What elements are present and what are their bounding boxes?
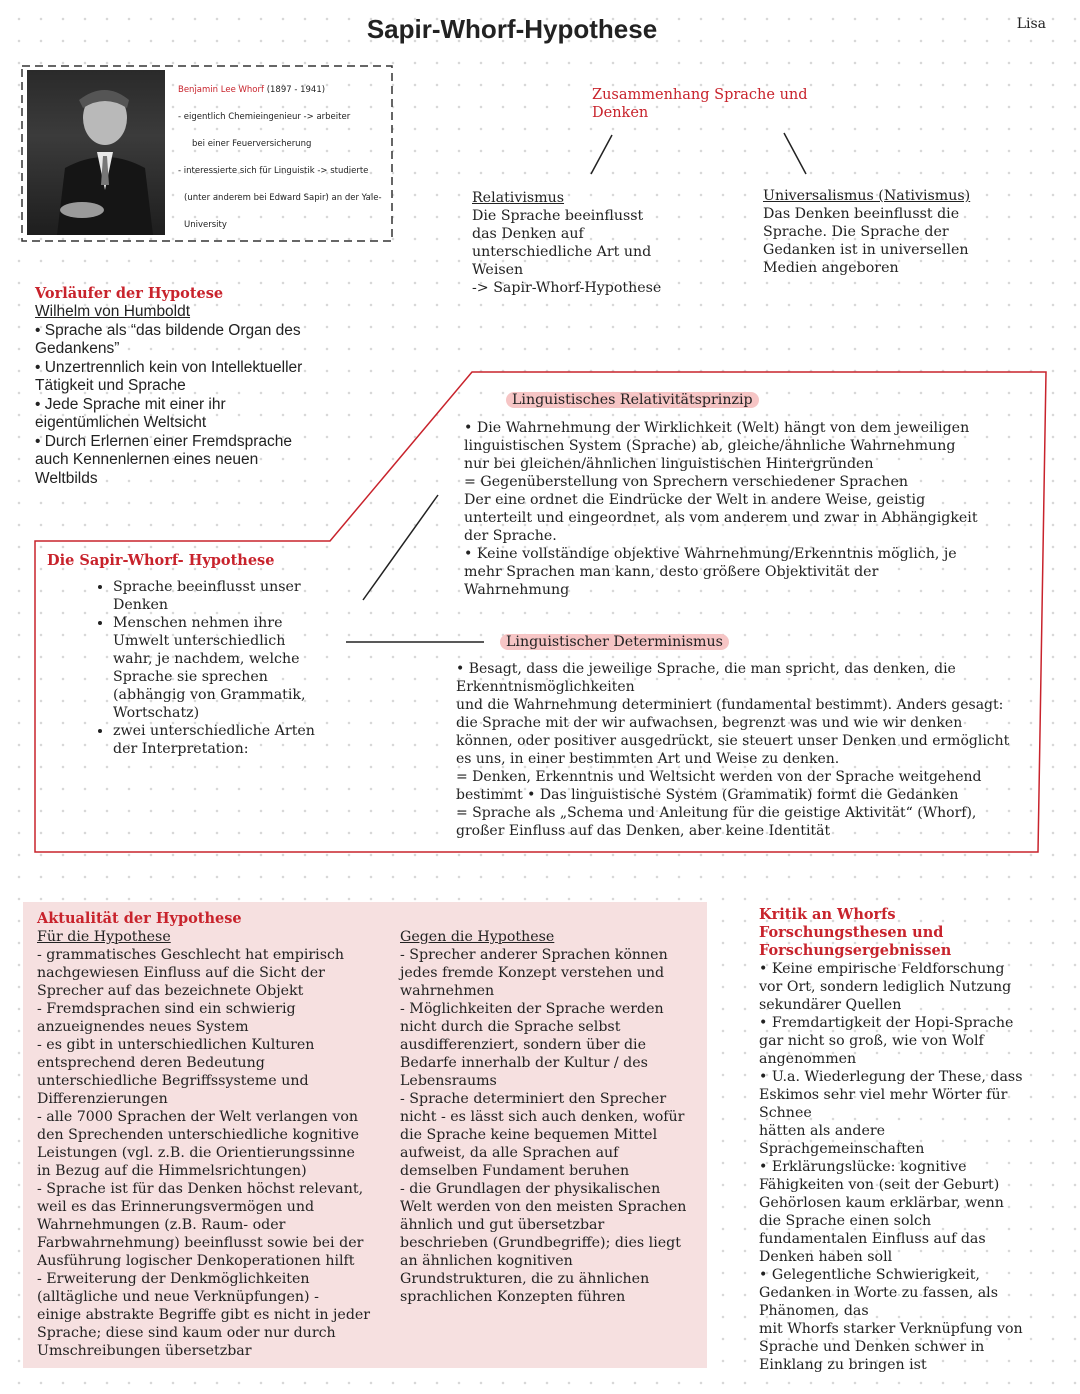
kritik-title-line: Forschungsergebnissen — [759, 942, 952, 959]
gegen-title: Gegen die Hypothese — [400, 929, 555, 945]
portrait-line: - eigentlich Chemieingenieur -> arbeiter — [178, 112, 351, 122]
kritik-line: Phänomen, das — [759, 1303, 869, 1319]
relativitaet-line: • Keine vollständige objektive Wahrnehmung/Erkenntnis möglich, je — [464, 546, 957, 562]
kritik-line: Fähigkeiten von (seit der Geburt) — [759, 1177, 1000, 1193]
relativitaet-line: der Sprache. — [464, 528, 557, 544]
kritik-line: • Gelegentliche Schwierigkeit, — [759, 1267, 980, 1283]
kritik-line: fundamentalen Einfluss auf das — [759, 1231, 986, 1247]
gegen-line: - Sprecher anderer Sprachen können — [400, 947, 668, 963]
universalismus-line: Sprache. Die Sprache der — [763, 224, 949, 240]
kritik-line: Sprachgemeinschaften — [759, 1141, 925, 1157]
gegen-line: nicht - es lässt sich auch denken, wofür — [400, 1109, 685, 1125]
fuer-line: entsprechend deren Bedeutung — [37, 1055, 265, 1071]
bullet-line: (abhängig von Grammatik, — [113, 687, 306, 703]
hypothese-bullets — [35, 578, 355, 758]
relativitaet-block — [464, 419, 1034, 599]
relativismus-title: Relativismus — [472, 190, 565, 206]
fuer-line: Sprecher auf das bezeichnete Objekt — [37, 983, 304, 999]
gegen-line: beschrieben (Grundbegriffe); dies liegt — [400, 1235, 681, 1251]
kritik-title-line: Forschungsthesen und — [759, 924, 944, 941]
zusammenhang-title: Zusammenhang Sprache und Denken — [592, 87, 808, 121]
portrait-line: - interessierte sich für Linguistik -> studierte — [178, 166, 369, 176]
vorlaeufer-subtitle: Wilhelm von Humboldt — [35, 303, 191, 320]
kritik-line: • Keine empirische Feldforschung — [759, 961, 1005, 977]
kritik-line: angenommen — [759, 1051, 857, 1067]
relativismus-block — [472, 189, 692, 297]
connector-universalismus — [784, 133, 806, 174]
bullet-line: Umwelt unterschiedlich — [113, 633, 286, 649]
gegen-line: - Möglichkeiten der Sprache werden — [400, 1001, 664, 1017]
fuer-line: - grammatisches Geschlecht hat empirisch — [37, 947, 345, 963]
vorlaeufer-line: auch Kennenlernen eines neuen — [35, 451, 259, 468]
kritik-line: • Fremdartigkeit der Hopi-Sprache — [759, 1015, 1014, 1031]
aktualitaet-fuer — [37, 910, 387, 1360]
relativitaet-line: Der eine ordnet die Eindrücke der Welt in andere Weise, geistig — [464, 492, 926, 508]
kritik-line: Gedanken in Worte zu fassen, als — [759, 1285, 999, 1301]
determinismus-line: großer Einfluss auf das Denken, aber keine Identität — [456, 823, 831, 839]
vorlaeufer-line: • Unzertrennlich kein von Intellektueller — [35, 358, 303, 376]
hypothese-bullet — [113, 614, 355, 722]
fuer-line: Farbwahrnehmung) beeinflusst sowie bei der — [37, 1235, 364, 1251]
relativismus-line: unterschiedliche Art und — [472, 244, 652, 260]
determinismus-title-text: Linguistischer Determinismus — [500, 634, 729, 650]
aktualitaet-gegen — [400, 928, 700, 1306]
vorlaeufer-line: • Jede Sprache mit einer ihr — [35, 395, 226, 413]
determinismus-line: können, oder positiver ausgedrückt, sie steuert unser Denken und ermöglicht — [456, 733, 1010, 749]
determinismus-block — [456, 660, 1036, 840]
bullet-line: der Interpretation: — [113, 741, 249, 757]
fuer-line: den Sprechenden unterschiedliche kognitive — [37, 1127, 359, 1143]
fuer-line: Ausführung logischer Denkoperationen hilft — [37, 1253, 355, 1269]
fuer-line: - Erweiterung der Denkmöglichkeiten — [37, 1271, 310, 1287]
kritik-title-line: Kritik an Whorfs — [759, 906, 896, 923]
portrait-years: (1897 - 1941) — [266, 85, 326, 95]
kritik-line: Eskimos sehr viel mehr Wörter für — [759, 1087, 1008, 1103]
determinismus-line: = Sprache als „Schema und Anleitung für die geistige Aktivität“ (Whorf), — [456, 805, 977, 821]
fuer-line: Differenzierungen — [37, 1091, 168, 1107]
vorlaeufer-title: Vorläufer der Hypotese — [35, 285, 224, 302]
page-title: Sapir-Whorf-Hypothese — [366, 14, 658, 44]
aktualitaet-title: Aktualität der Hypothese — [37, 910, 242, 927]
vorlaeufer-line: Weltbilds — [35, 469, 98, 487]
vorlaeufer-line: Tätigkeit und Sprache — [35, 377, 186, 394]
fuer-line: Sprache; diese sind kaum oder nur durch — [37, 1325, 336, 1341]
kritik-line: sekundärer Quellen — [759, 997, 902, 1013]
determinismus-line: = Denken, Erkenntnis und Weltsicht werden von der Sprache weitgehend — [456, 769, 982, 785]
kritik-line: Schnee — [759, 1105, 812, 1121]
connector-relativitaet — [363, 495, 438, 600]
determinismus-title — [500, 633, 729, 651]
gegen-line: demselben Fundament beruhen — [400, 1163, 630, 1179]
fuer-line: (alltägliche und neue Verknüpfungen) - — [37, 1289, 319, 1305]
kritik-line: • Erklärungslücke: kognitive — [759, 1159, 967, 1175]
relativismus-line: das Denken auf — [472, 226, 584, 242]
bullet-line: • zwei unterschiedliche Arten — [113, 723, 315, 739]
fuer-line: in Bezug auf die Himmelsrichtungen) — [37, 1163, 307, 1179]
bullet-line: Wortschatz) — [113, 705, 200, 721]
gegen-line: ähnlich und gut übersetzbar — [400, 1217, 605, 1233]
gegen-line: Grundstrukturen, die zu ähnlichen — [400, 1271, 650, 1287]
gegen-line: Bedarfe innerhalb der Kultur / des — [400, 1055, 648, 1071]
relativitaet-line: = Gegenüberstellung von Sprechern verschiedener Sprachen — [464, 474, 909, 490]
kritik-line: Einklang zu bringen ist — [759, 1357, 927, 1373]
gegen-line: an ähnlichen kognitiven — [400, 1253, 573, 1269]
relativismus-line: Weisen — [472, 262, 524, 278]
relativitaet-line: Wahrnehmung — [464, 582, 570, 598]
determinismus-line: bestimmt • Das linguistische System (Grammatik) formt die Gedanken — [456, 787, 959, 803]
vorlaeufer-line: Gedankens” — [35, 340, 120, 357]
gegen-line: - Sprache determiniert den Sprecher — [400, 1091, 667, 1107]
fuer-line: - es gibt in unterschiedlichen Kulturen — [37, 1037, 315, 1053]
vorlaeufer-block — [35, 285, 335, 488]
determinismus-line: die Sprache mit der wir aufwachsen, begrenzt was und wie wir denken — [456, 715, 963, 731]
relativismus-line: Die Sprache beeinflusst — [472, 208, 644, 224]
fuer-line: anzueignendes neues System — [37, 1019, 249, 1035]
kritik-line: • U.a. Wiederlegung der These, dass — [759, 1069, 1023, 1085]
determinismus-line: Erkenntnismöglichkeiten — [456, 679, 635, 695]
hypothese-bullet — [113, 578, 355, 614]
fuer-line: Umschreibungen übersetzbar — [37, 1343, 252, 1359]
determinismus-line: • Besagt, dass die jeweilige Sprache, die man spricht, das denken, die — [456, 661, 956, 677]
relativitaet-title-text: Linguistisches Relativitätsprinzip — [506, 392, 759, 408]
fuer-line: einige abstrakte Begriffe gibt es nicht in jeder — [37, 1307, 371, 1323]
gegen-line: Lebensraums — [400, 1073, 497, 1089]
fuer-line: nachgewiesen Einfluss auf die Sicht der — [37, 965, 325, 981]
bullet-line: Denken — [113, 597, 169, 613]
bullet-line: • Menschen nehmen ihre — [113, 615, 283, 631]
hypothese-title: Die Sapir-Whorf- Hypothese — [47, 552, 275, 569]
bullet-line: • Sprache beeinflusst unser — [113, 579, 301, 595]
universalismus-line: Gedanken ist in universellen — [763, 242, 969, 258]
relativitaet-line: unterteilt und eingeordnet, als vom anderem und zwar in Abhängigkeit — [464, 510, 978, 526]
fuer-line: - Fremdsprachen sind ein schwierig — [37, 1001, 296, 1017]
portrait-line: (unter anderem bei Edward Sapir) an der Yale- — [184, 193, 382, 203]
relativismus-line: -> Sapir-Whorf-Hypothese — [472, 280, 662, 296]
relativitaet-line: • Die Wahrnehmung der Wirklichkeit (Welt) hängt von dem jeweiligen — [464, 420, 970, 436]
relativitaet-title — [506, 391, 759, 409]
gegen-line: Welt werden von den meisten Sprachen — [400, 1199, 687, 1215]
kritik-line: gar nicht so groß, wie von Wolf — [759, 1033, 984, 1049]
author-name: Lisa — [1016, 16, 1046, 32]
fuer-title: Für die Hypothese — [37, 929, 171, 945]
kritik-line: mit Whorfs starker Verknüpfung von — [759, 1321, 1023, 1337]
fuer-line: Leistungen (vgl. z.B. die Orientierungssinne — [37, 1145, 355, 1161]
relativitaet-line: linguistischen System (Sprache) ab, gleiche/ähnliche Wahrnehmung — [464, 438, 956, 454]
gegen-line: nicht durch die Sprache selbst — [400, 1019, 621, 1035]
bullet-line: wahr, je nachdem, welche — [113, 651, 300, 667]
kritik-line: die Sprache einen solch — [759, 1213, 932, 1229]
fuer-line: Wahrnehmungen (z.B. Raum- oder — [37, 1217, 286, 1233]
kritik-line: Denken haben soll — [759, 1249, 893, 1265]
connector-relativismus — [591, 135, 612, 174]
gegen-line: wahrnehmen — [400, 983, 495, 999]
relativitaet-line: mehr Sprachen man kann, desto größere Objektivität der — [464, 564, 879, 580]
universalismus-block — [763, 187, 1023, 277]
vorlaeufer-line: • Sprache als “das bildende Organ des — [35, 321, 301, 339]
universalismus-title: Universalismus (Nativismus) — [763, 188, 971, 204]
kritik-block — [759, 906, 1049, 1374]
portrait-photo — [27, 70, 165, 235]
determinismus-line: es uns, in einer bestimmten Art und Weise zu denken. — [456, 751, 840, 767]
fuer-line: - alle 7000 Sprachen der Welt verlangen von — [37, 1109, 359, 1125]
kritik-line: Gehörlosen kaum erklärbar, wenn — [759, 1195, 1004, 1211]
relativitaet-line: nur bei gleichen/ähnlichen linguistischen Hintergründen — [464, 456, 874, 472]
determinismus-line: und die Wahrnehmung determiniert (fundamental bestimmt). Anders gesagt: — [456, 697, 1004, 713]
portrait-notes — [178, 77, 388, 239]
vorlaeufer-line: • Durch Erlernen einer Fremdsprache — [35, 432, 292, 450]
gegen-line: die Sprache keine bequemen Mittel — [400, 1127, 658, 1143]
portrait-name: Benjamin Lee Whorf — [178, 85, 264, 95]
gegen-line: jedes fremde Konzept verstehen und — [400, 965, 665, 981]
hypothese-bullet — [113, 722, 355, 758]
kritik-line: Sprache und Denken schwer in — [759, 1339, 985, 1355]
portrait-line: bei einer Feuerversicherung — [192, 139, 312, 149]
universalismus-line: Das Denken beeinflusst die — [763, 206, 960, 222]
kritik-line: vor Ort, sondern lediglich Nutzung — [759, 979, 1012, 995]
fuer-line: - Sprache ist für das Denken höchst relevant, — [37, 1181, 364, 1197]
vorlaeufer-line: eigentümlichen Weltsicht — [35, 414, 207, 431]
portrait-line: University — [184, 220, 227, 230]
gegen-line: - die Grundlagen der physikalischen — [400, 1181, 661, 1197]
bullet-line: Sprache sie sprechen — [113, 669, 268, 685]
gegen-line: sprachlichen Konzepten führen — [400, 1289, 626, 1305]
kritik-line: hätten als andere — [759, 1123, 886, 1139]
fuer-line: unterschiedliche Begriffssysteme und — [37, 1073, 309, 1089]
gegen-line: ausdifferenziert, sondern über die — [400, 1037, 646, 1053]
universalismus-line: Medien angeboren — [763, 260, 899, 276]
gegen-line: aufweist, da alle Sprachen auf — [400, 1145, 619, 1161]
fuer-line: weil es das Erinnerungsvermögen und — [37, 1199, 315, 1215]
